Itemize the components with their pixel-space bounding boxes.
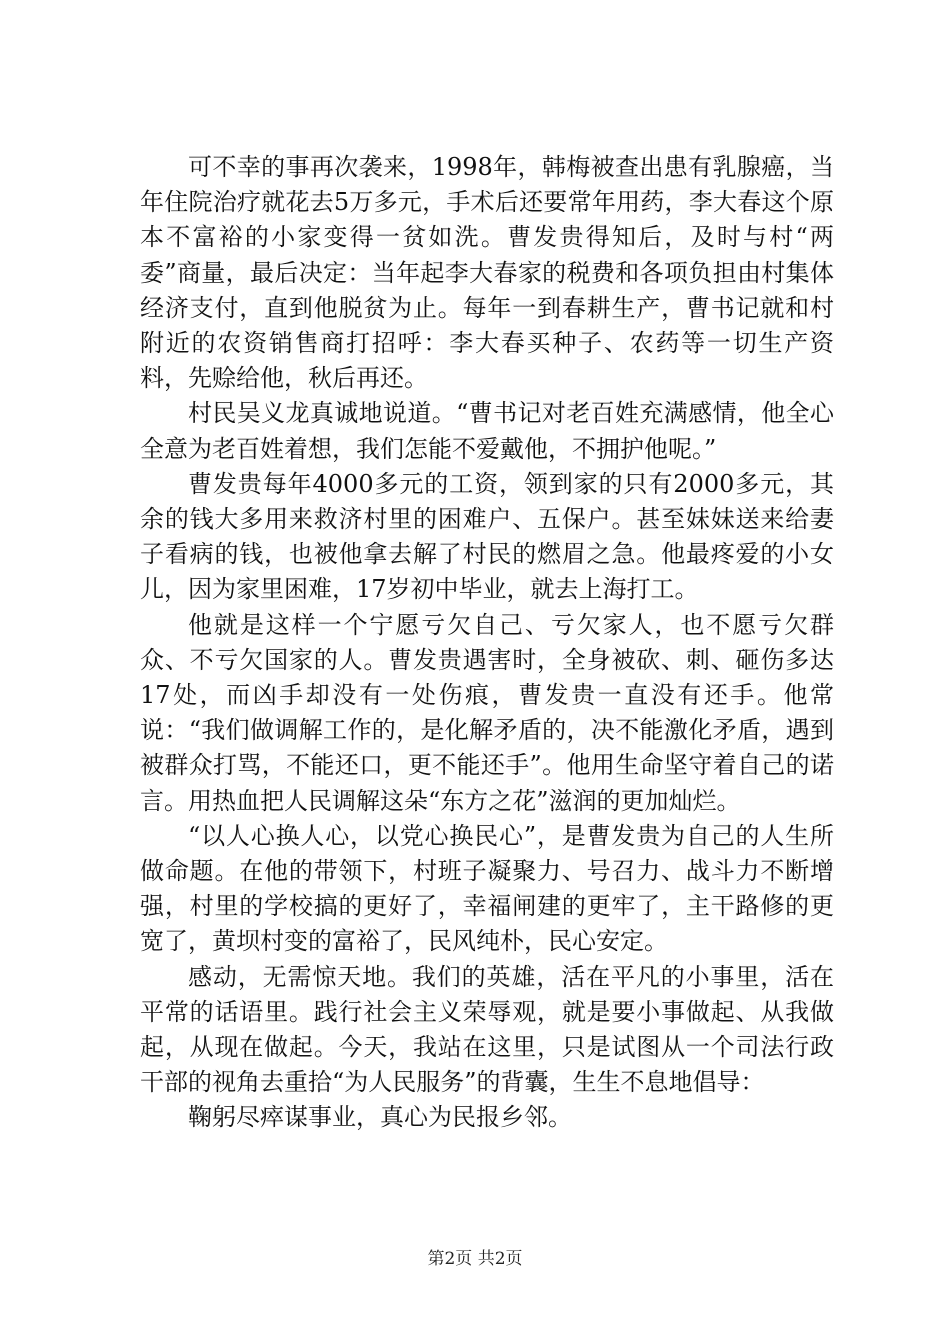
paragraph-5: “以人心换人心，以党心换民心”，是曹发贵为自己的人生所做命题。在他的带领下，村班子凝聚力、号召力、战斗力不断增强，村里的学校搞的更好了，幸福闸建的更牢了，主干路修的更宽了，黄坝村变的富裕了，民风纯朴，民心安定。 bbox=[140, 821, 834, 956]
paragraph-7: 鞠躬尽瘁谋事业，真心为民报乡邻。 bbox=[188, 1103, 572, 1132]
paragraph-1: 可不幸的事再次袭来，1998年，韩梅被查出患有乳腺癌，当年住院治疗就花去5万多元，手术后还要常年用药，李大春这个原本不富裕的小家变得一贫如洗。曹发贵得知后，及时与村“两委”商量，最后决定：当年起李大春家的税费和各项负担由村集体经济支付，直到他脱贫为止。每年一到春耕生产，曹书记就和村附近的农资销售商打招呼：李大春买种子、农药等一切生产资料，先赊给他，秋后再还。 bbox=[140, 153, 834, 393]
paragraph-4: 他就是这样一个宁愿亏欠自己、亏欠家人，也不愿亏欠群众、不亏欠国家的人。曹发贵遇害时，全身被砍、刺、砸伤多达17处，而凶手却没有一处伤痕，曹发贵一直没有还手。他常说：“我们做调解工作的，是化解矛盾的，决不能激化矛盾，遇到被群众打骂，不能还口，更不能还手”。他用生命坚守着自己的诺言。用热血把人民调解这朵“东方之花”滋润的更加灿烂。 bbox=[140, 610, 834, 815]
paragraph-3: 曹发贵每年4000多元的工资，领到家的只有2000多元，其余的钱大多用来救济村里的困难户、五保户。甚至妹妹送来给妻子看病的钱，也被他拿去解了村民的燃眉之急。他最疼爱的小女儿，因为家里困难，17岁初中毕业，就去上海打工。 bbox=[140, 469, 834, 604]
paragraph-2: 村民吴义龙真诚地说道。“曹书记对老百姓充满感情，他全心全意为老百姓着想，我们怎能不爱戴他，不拥护他呢。” bbox=[140, 399, 834, 463]
page-footer: 第2页 共2页 bbox=[427, 1249, 523, 1269]
document-body bbox=[140, 150, 834, 1136]
paragraph-6: 感动，无需惊天地。我们的英雄，活在平凡的小事里，活在平常的话语里。践行社会主义荣辱观，就是要小事做起、从我做起，从现在做起。今天，我站在这里，只是试图从一个司法行政干部的视角去重拾“为人民服务”的背囊，生生不息地倡导： bbox=[140, 962, 834, 1097]
